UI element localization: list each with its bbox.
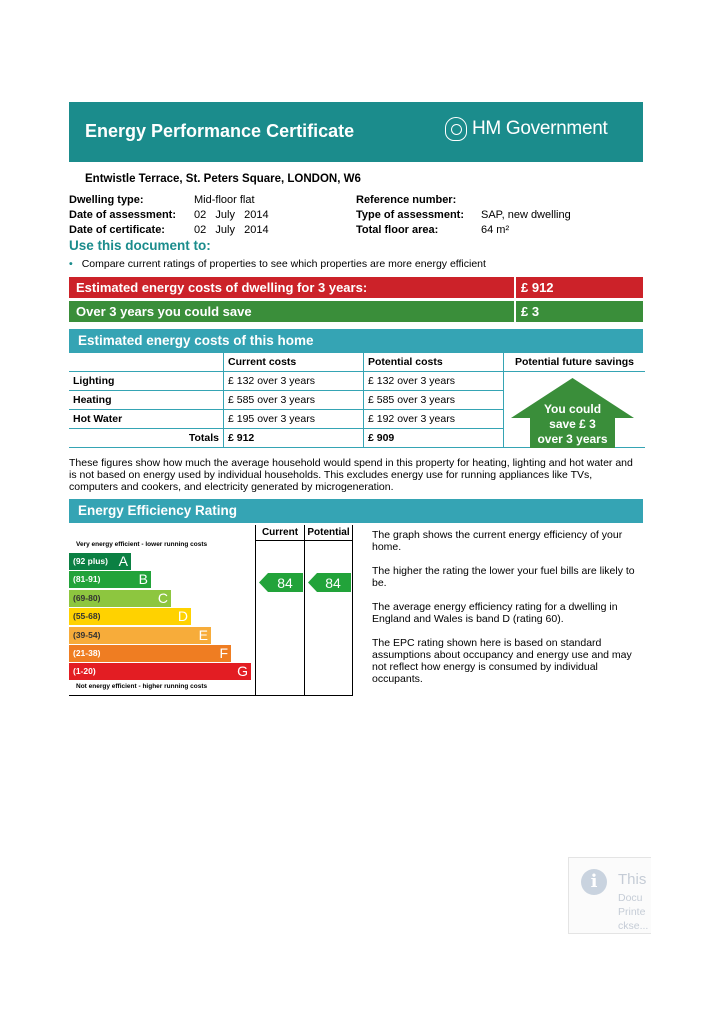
page-title: Energy Performance Certificate — [85, 121, 355, 141]
table-header: Potential costs — [364, 353, 504, 372]
band-letter: G — [237, 663, 248, 680]
savings-value: £ 3 — [516, 301, 643, 322]
savings-line: over 3 years — [537, 432, 608, 446]
potential-rating-value: 84 — [325, 575, 341, 591]
explanation-paragraph: The graph shows the current energy efficiency of your home. — [372, 529, 623, 553]
current-rating-value: 84 — [277, 575, 293, 591]
savings-line: save £ 3 — [549, 417, 596, 431]
detail-value: SAP, new dwelling — [481, 209, 571, 221]
savings-label: Over 3 years you could save — [69, 301, 514, 322]
current-cost: £ 195 over 3 years — [224, 410, 364, 429]
band-letter: E — [198, 626, 208, 643]
table-header: Current costs — [224, 353, 364, 372]
table-header: Potential future savings — [504, 353, 646, 372]
potential-rating-arrow — [308, 573, 351, 592]
estimated-cost-bar — [69, 277, 643, 298]
band-range: (55-68) — [73, 611, 101, 622]
estimated-cost-value: £ 912 — [516, 277, 643, 298]
table-header-row — [69, 353, 645, 372]
band-range: (21-38) — [73, 648, 101, 658]
potential-column — [305, 525, 353, 696]
current-rating-arrow — [259, 573, 303, 592]
notification-line: Docu — [618, 892, 643, 904]
current-column — [256, 525, 305, 696]
efficiency-explanation — [372, 529, 642, 685]
detail-label: Total floor area: — [356, 224, 439, 236]
rating-band-g — [69, 663, 251, 680]
band-letter: F — [219, 645, 228, 661]
band-range: (39-54) — [73, 629, 101, 640]
row-name: Hot Water — [69, 410, 224, 429]
use-document-bullet — [69, 258, 486, 270]
rating-band-d — [69, 608, 191, 625]
use-document-heading: Use this document to: — [69, 238, 211, 253]
property-address: Entwistle Terrace, St. Peters Square, LONDON, W6 — [85, 173, 361, 185]
row-name: Lighting — [69, 372, 224, 391]
rating-band-a — [69, 553, 131, 570]
top-note: Very energy efficient - lower running costs — [76, 541, 208, 548]
detail-label: Date of assessment: — [69, 209, 176, 221]
detail-value: 02 July 2014 — [194, 209, 269, 221]
bullet-icon: • — [69, 258, 73, 270]
rating-band-e — [69, 627, 211, 644]
hm-government-logo — [445, 117, 607, 141]
notification-title: This — [618, 871, 647, 888]
current-column-header: Current — [261, 527, 299, 538]
column-divider — [256, 540, 353, 541]
potential-cost: £ 132 over 3 years — [364, 372, 504, 391]
notification-card[interactable] — [568, 857, 651, 934]
gov-label: HM Government — [472, 118, 608, 139]
estimated-cost-label: Estimated energy costs of dwelling for 3 years: — [69, 277, 514, 298]
table-header — [69, 353, 224, 372]
total-current: £ 912 — [224, 429, 364, 448]
rating-band-c — [69, 590, 171, 607]
details-left — [69, 194, 349, 239]
costs-section-title: Estimated energy costs of this home — [69, 329, 643, 353]
savings-message — [511, 402, 634, 447]
rating-band-b — [69, 571, 151, 588]
explanation-paragraph: The EPC rating shown here is based on standard assumptions about occupancy and energy use and may not reflect how energy is consumed by individual occupants. — [372, 637, 632, 685]
savings-line: You could — [543, 402, 602, 416]
band-letter: D — [177, 608, 188, 625]
detail-value: Mid-floor flat — [194, 194, 255, 206]
rating-band-f — [69, 645, 231, 662]
savings-bar — [69, 301, 643, 322]
band-letter: B — [138, 571, 148, 588]
detail-value: 02 July 2014 — [194, 224, 269, 236]
band-range: (1-20) — [73, 666, 96, 677]
detail-value: 64 m² — [481, 224, 510, 236]
totals-label: Totals — [69, 429, 224, 448]
bullet-text: Compare current ratings of properties to see which properties are more energy efficient — [81, 258, 486, 270]
notification-body — [618, 891, 648, 933]
explanation-paragraph: The higher the rating the lower your fuel bills are likely to be. — [372, 565, 635, 589]
potential-cost: £ 585 over 3 years — [364, 391, 504, 410]
detail-label: Reference number: — [356, 194, 457, 206]
detail-label: Dwelling type: — [69, 194, 144, 206]
potential-cost: £ 192 over 3 years — [364, 410, 504, 429]
notification-line: ckse... — [618, 920, 649, 932]
explanation-paragraph: The average energy efficiency rating for a dwelling in England and Wales is band D (rating 60). — [372, 601, 618, 625]
band-letter: C — [157, 589, 168, 606]
efficiency-section-title: Energy Efficiency Rating — [69, 499, 643, 523]
details-right — [356, 194, 636, 239]
total-potential: £ 909 — [364, 429, 504, 448]
current-cost: £ 132 over 3 years — [224, 372, 364, 391]
royal-crest-icon — [445, 117, 467, 141]
epc-header — [69, 102, 643, 162]
efficiency-chart — [69, 525, 353, 695]
bottom-note: Not energy efficient - higher running costs — [76, 683, 208, 690]
info-icon: i — [581, 869, 607, 895]
detail-label: Date of certificate: — [69, 224, 165, 236]
potential-column-header: Potential — [307, 527, 350, 538]
costs-note: These figures show how much the average household would spend in this property for heating, lighting and hot water and is not based on energy used by individual households. This excludes energy use for running appliances like TVs, computers and cookers, and electricity generated by microgeneration. — [69, 457, 633, 493]
band-range: (69-80) — [73, 592, 101, 603]
band-range: (81-91) — [73, 574, 101, 585]
row-name: Heating — [69, 391, 224, 410]
detail-label: Type of assessment: — [356, 209, 465, 221]
current-cost: £ 585 over 3 years — [224, 391, 364, 410]
band-letter: A — [118, 553, 128, 569]
notification-line: Printe — [618, 906, 646, 918]
band-range: (92 plus) — [73, 556, 108, 566]
